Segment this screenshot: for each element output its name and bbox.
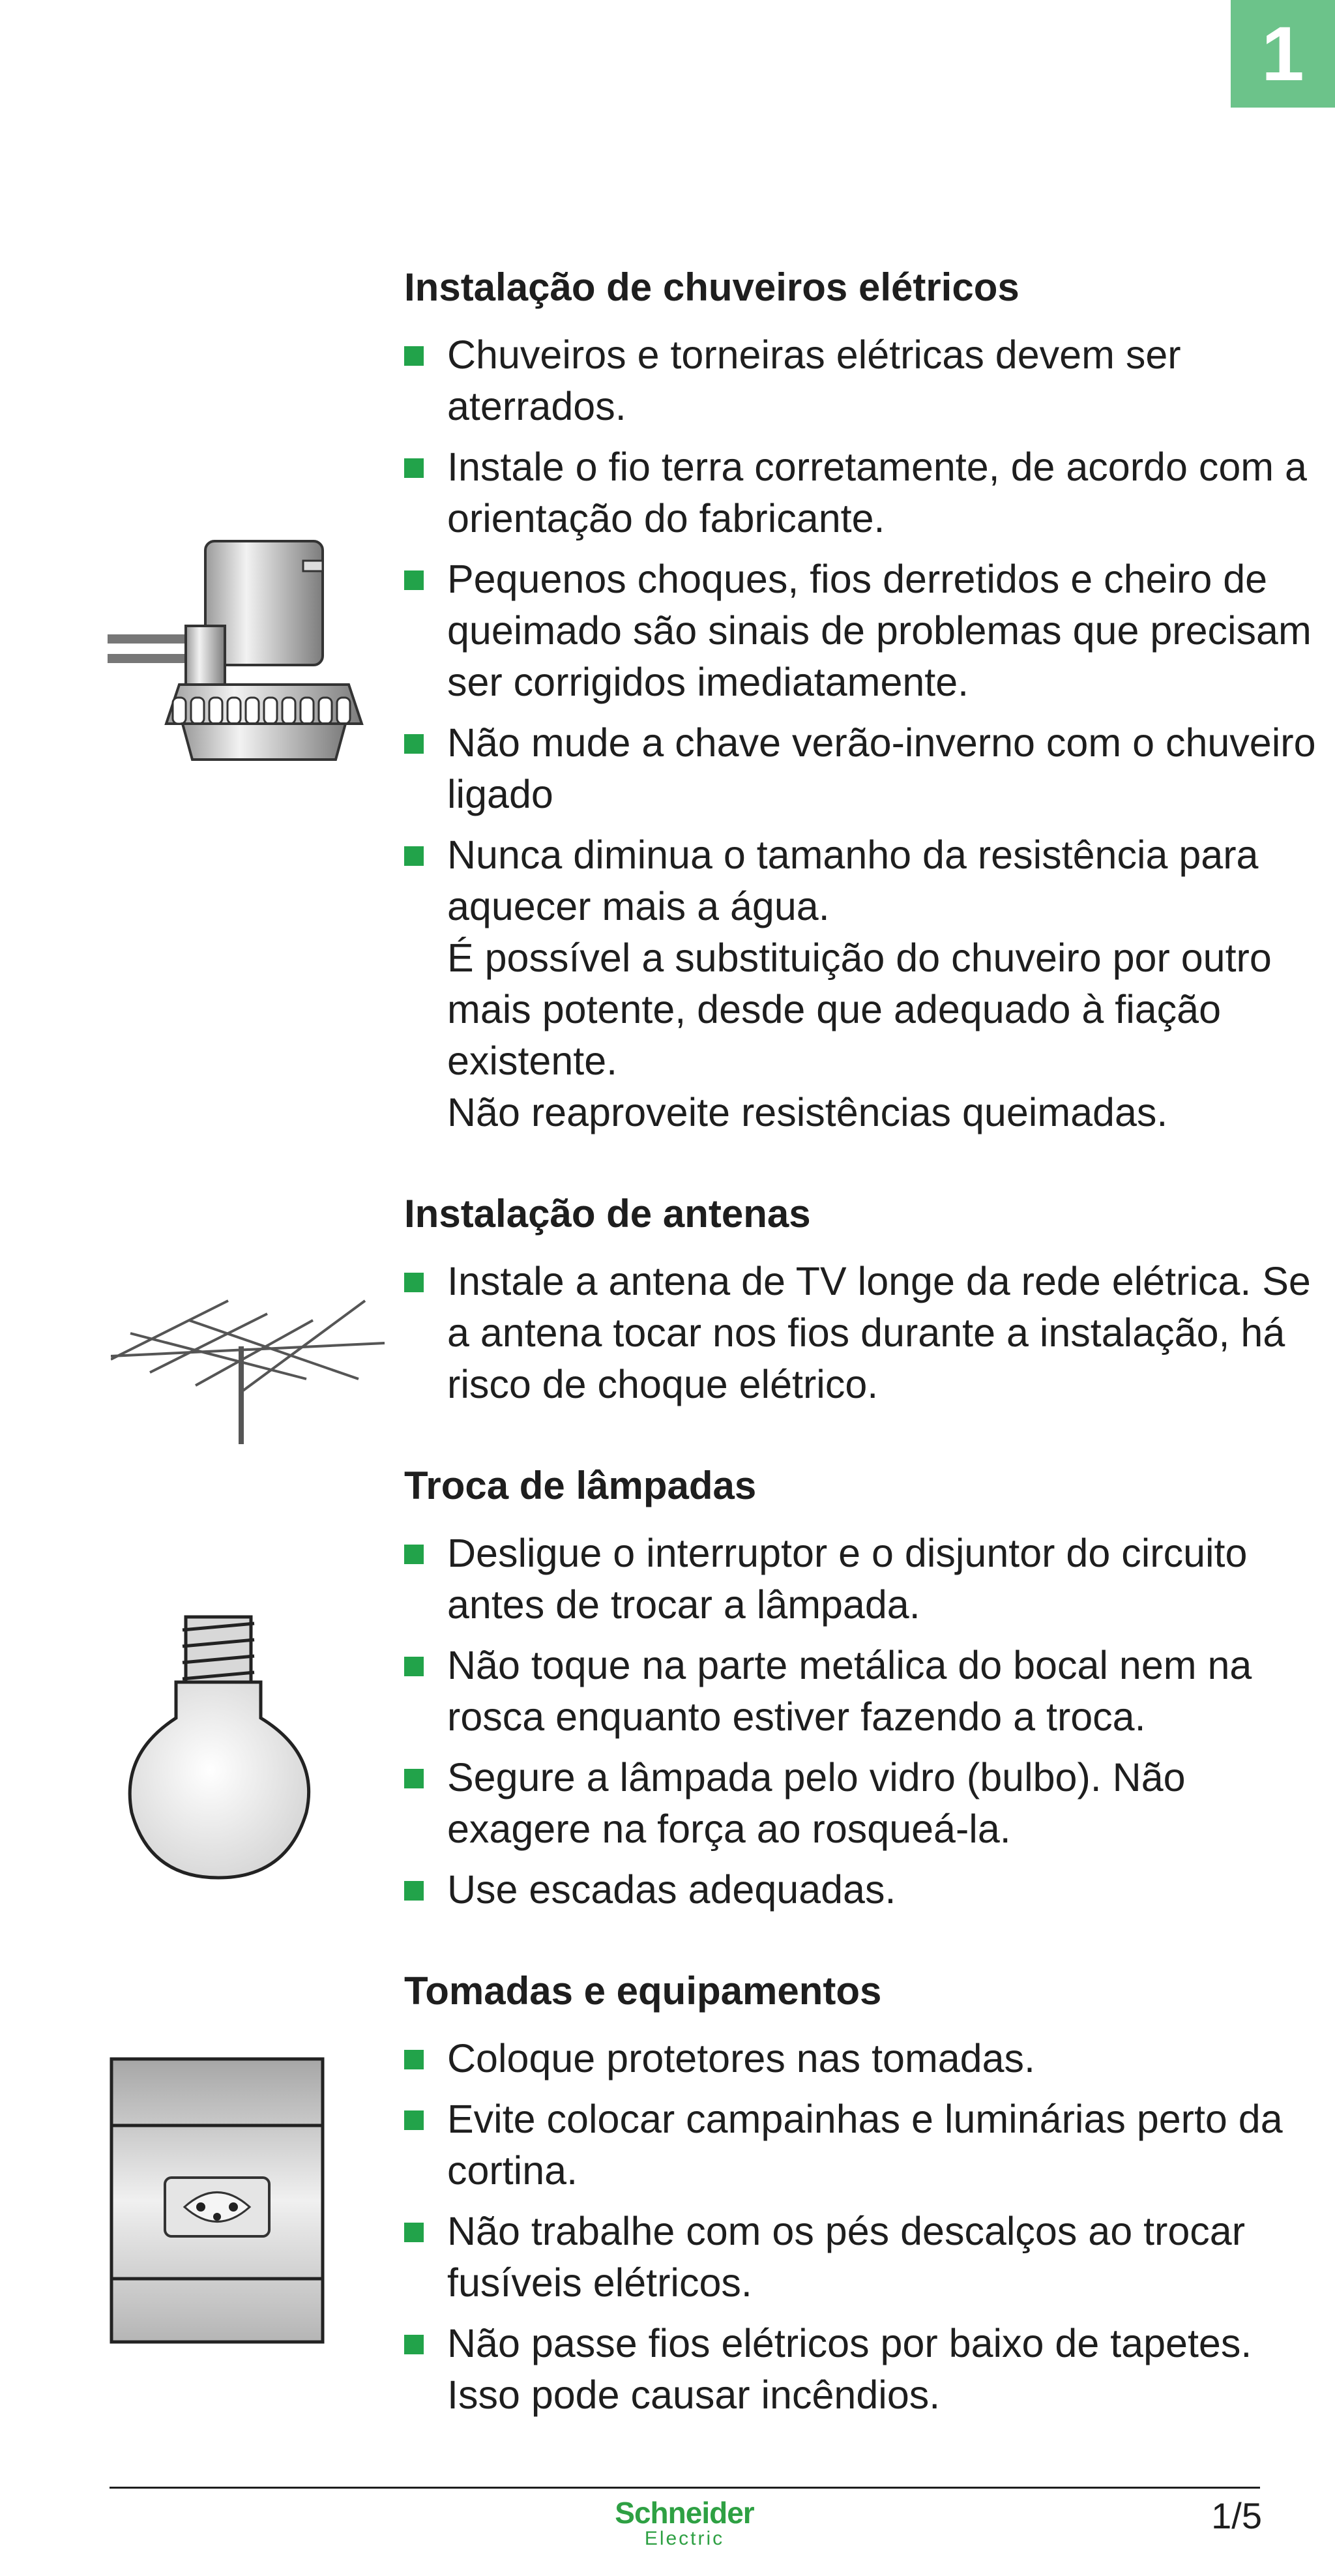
list-item: Nunca diminua o tamanho da resistência para aquecer mais a água. É possível a substituição do chuveiro por outro mais potente, desde que adequado à fiação existente. Não reaproveite resistências queimadas. [404, 829, 1317, 1138]
section-chuveiros [404, 264, 1317, 1138]
bullet-square-icon [404, 734, 424, 754]
bullet-square-icon [404, 1657, 424, 1676]
section-antenas [404, 1191, 1317, 1410]
bullet-square-icon [404, 346, 424, 366]
list-item: Pequenos choques, fios derretidos e cheiro de queimado são sinais de problemas que precisam ser corrigidos imediatamente. [404, 554, 1317, 708]
section-heading: Tomadas e equipamentos [404, 1969, 882, 2013]
bullet-square-icon [404, 2050, 424, 2069]
shower-icon [108, 528, 368, 776]
bullet-square-icon [404, 458, 424, 478]
page-number: 1/5 [1211, 2495, 1262, 2536]
bullet-square-icon [404, 846, 424, 866]
list-item: Desligue o interruptor e o disjuntor do circuito antes de trocar a lâmpada. [404, 1528, 1317, 1631]
list-item: Segure a lâmpada pelo vidro (bulbo). Não exagere na força ao rosqueá-la. [404, 1752, 1317, 1855]
antenna-icon [111, 1294, 391, 1451]
bullet-square-icon [404, 1545, 424, 1564]
list-item: Não toque na parte metálica do bocal nem na rosca enquanto estiver fazendo a troca. [404, 1640, 1317, 1743]
section-heading: Instalação de chuveiros elétricos [404, 265, 1020, 309]
bullet-square-icon [404, 1881, 424, 1901]
bullet-square-icon [404, 2335, 424, 2354]
list-item: Chuveiros e torneiras elétricas devem ser aterrados. [404, 329, 1317, 432]
section-lampadas [404, 1462, 1317, 1916]
section-tomadas [404, 1968, 1317, 2421]
bullet-square-icon [404, 1273, 424, 1292]
main-content [404, 264, 1317, 2473]
bullet-square-icon [404, 2223, 424, 2242]
outlet-icon [110, 2057, 325, 2344]
chapter-tab: 1 [1231, 0, 1335, 108]
list-item: Use escadas adequadas. [404, 1864, 1317, 1916]
bullet-square-icon [404, 2110, 424, 2130]
bullet-square-icon [404, 1769, 424, 1788]
section-heading: Instalação de antenas [404, 1192, 811, 1236]
section-heading: Troca de lâmpadas [404, 1464, 757, 1507]
list-item: Não mude a chave verão-inverno com o chuveiro ligado [404, 717, 1317, 820]
lightbulb-icon [124, 1610, 319, 1884]
list-item: Não passe fios elétricos por baixo de tapetes. Isso pode causar incêndios. [404, 2318, 1317, 2421]
list-item: Instale a antena de TV longe da rede elétrica. Se a antena tocar nos fios durante a instalação, há risco de choque elétrico. [404, 1256, 1317, 1410]
list-item: Coloque protetores nas tomadas. [404, 2033, 1317, 2084]
list-item: Instale o fio terra corretamente, de acordo com a orientação do fabricante. [404, 441, 1317, 544]
list-item: Evite colocar campainhas e luminárias perto da cortina. [404, 2094, 1317, 2197]
list-item: Não trabalhe com os pés descalços ao trocar fusíveis elétricos. [404, 2206, 1317, 2309]
footer-divider [110, 2487, 1260, 2489]
bullet-square-icon [404, 570, 424, 590]
schneider-electric-logo: Schneider Electric [615, 2496, 754, 2549]
